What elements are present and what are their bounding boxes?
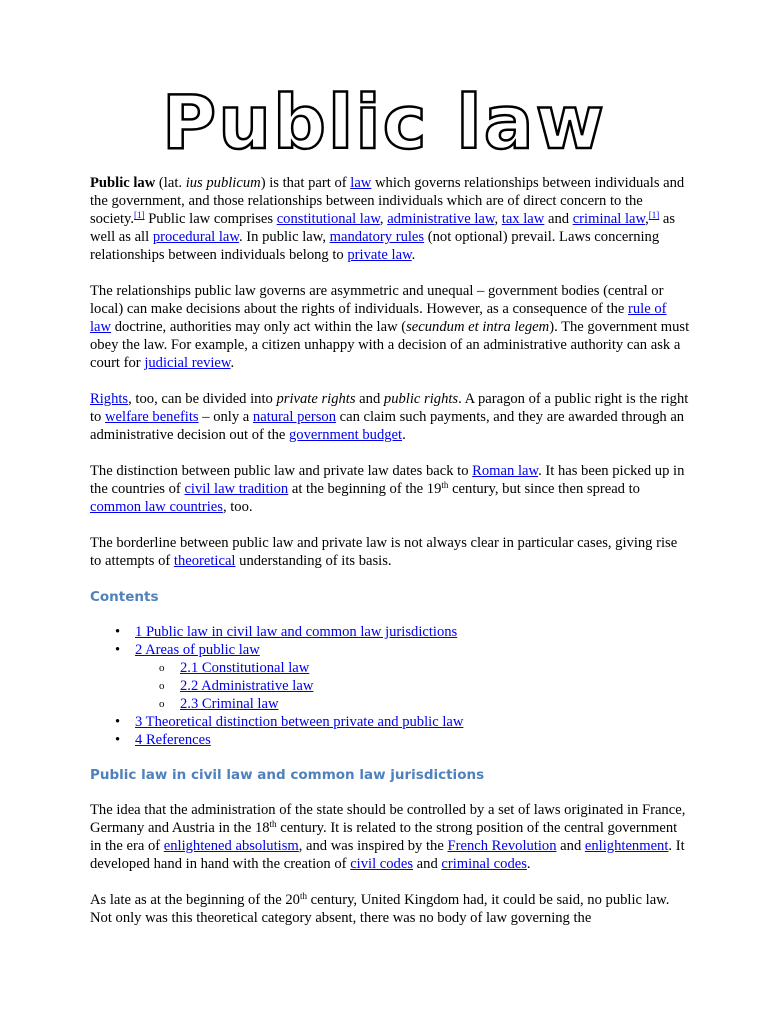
text: and [544,211,573,227]
link-criminal-law[interactable]: criminal law [572,211,646,227]
link-enlightened-absolutism[interactable]: enlightened absolutism [163,838,299,854]
text: , [645,211,649,227]
text: which governs relationships between individuals and the government, and those relationships between individuals which are of direct concern to the society. [90,175,685,227]
text: at the beginning of the 19 [288,481,442,497]
link-rule-of-law[interactable]: rule of law [90,301,667,335]
latin-term: secundum et intra legem [406,319,550,335]
toc-subitem [180,659,690,677]
superscript: th [269,819,277,829]
text: . In public law, [239,229,330,245]
section-heading: Public law in civil law and common law jurisdictions [90,767,485,783]
toc-subitem [180,677,690,695]
text: . [230,355,235,371]
link-private-law[interactable]: private law [347,247,412,263]
text: , [379,211,388,227]
link-civil-law-tradition[interactable]: civil law tradition [184,481,289,497]
link-welfare-benefits[interactable]: welfare benefits [105,409,199,425]
page-title: Public law [162,80,606,166]
text: understanding of its basis. [235,553,392,569]
contents-heading: Contents [90,589,159,605]
superscript: th [299,891,307,901]
toc-item [135,713,690,731]
text: and [556,838,585,854]
link-constitutional-law[interactable]: constitutional law [276,211,380,227]
link-tax-law[interactable]: tax law [501,211,545,227]
toc-link[interactable]: 2.1 Constitutional law [180,660,310,676]
text: . [402,427,406,443]
text: century. It is related to the strong position of the central government in the era of [90,820,678,854]
text: can claim such payments, and they are awarded through an administrative decision out of the [90,409,685,443]
toc-link[interactable]: 2.3 Criminal law [180,696,279,712]
text: , too, can be divided into [128,391,277,407]
text: The relationships public law governs are asymmetric and unequal – government bodies (central or local) can make decisions about the rights of individuals. However, as a consequence of the [90,283,664,317]
toc-item [135,641,690,713]
toc-item [135,731,690,749]
emphasis: public rights [383,391,459,407]
text: . [526,856,531,872]
borderline-paragraph [90,534,690,570]
link-criminal-codes[interactable]: criminal codes [441,856,527,872]
text: and [355,391,384,407]
toc-link[interactable]: 4 References [135,732,211,748]
text: . [411,247,416,263]
text: ) is that part of [260,175,351,191]
link-procedural-law[interactable]: procedural law [152,229,239,245]
text: . It developed hand in hand with the creation of [90,838,685,872]
article-body [90,174,690,945]
toc-link[interactable]: 2 Areas of public law [135,642,260,658]
text: . It has been picked up in the countries of [90,463,685,497]
toc-link[interactable]: 1 Public law in civil law and common law jurisdictions [135,624,458,640]
toc-sublist [135,659,690,713]
link-enlightenment[interactable]: enlightenment [584,838,669,854]
text: The distinction between public law and private law dates back to [90,463,473,479]
intro-paragraph [90,174,690,264]
citation-link[interactable]: [1] [134,210,145,220]
toc-item [135,623,690,641]
toc-link[interactable]: 2.2 Administrative law [180,678,314,694]
text: , too. [222,499,253,515]
term-bold: Public law [90,175,156,191]
superscript: th [441,480,449,490]
text: century, United Kingdom had, it could be said, no public law. Not only was this theoretical category absent, there was no body of law governing the [90,892,670,926]
link-natural-person[interactable]: natural person [252,409,336,425]
relationships-paragraph [90,282,690,372]
link-administrative-law[interactable]: administrative law [387,211,495,227]
text: , and was inspired by the [298,838,448,854]
text: The idea that the administration of the state should be controlled by a set of laws originated in France, Germany and Austria in the 18 [90,802,686,836]
history-paragraph [90,801,690,873]
latin-term: ius publicum [185,175,261,191]
text: ). The government must obey the law. For example, a citizen unhappy with a decision of an administrative authority can ask a court for [90,319,690,371]
text: as well as all [90,211,676,245]
text: (lat. [155,175,186,191]
text: The borderline between public law and private law is not always clear in particular cases, giving rise to attempts of [90,535,678,569]
link-common-law-countries[interactable]: common law countries [90,499,223,515]
link-law[interactable]: law [350,175,372,191]
text: Public law comprises [144,211,277,227]
citation-link[interactable]: [1] [648,210,660,220]
link-government-budget[interactable]: government budget [289,427,403,443]
text: century, but since then spread to [448,481,640,497]
link-civil-codes[interactable]: civil codes [350,856,414,872]
distinction-paragraph [90,462,690,516]
text: . A paragon of a public right is the right to [90,391,689,425]
toc-link[interactable]: 3 Theoretical distinction between private and public law [135,714,464,730]
text: As late as at the beginning of the 20 [90,892,300,908]
text: – only a [198,409,253,425]
text: , [494,211,502,227]
rights-paragraph [90,390,690,444]
link-mandatory-rules[interactable]: mandatory rules [329,229,425,245]
link-roman-law[interactable]: Roman law [472,463,539,479]
text: (not optional) prevail. Laws concerning relationships between individuals belong to [90,229,660,263]
link-theoretical[interactable]: theoretical [173,553,236,569]
uk-paragraph [90,891,690,927]
text: and [413,856,442,872]
text: doctrine, authorities may only act within the law ( [111,319,407,335]
link-judicial-review[interactable]: judicial review [144,355,231,371]
link-rights[interactable]: Rights [90,391,129,407]
link-french-revolution[interactable]: French Revolution [447,838,557,854]
table-of-contents [90,623,690,749]
toc-subitem [180,695,690,713]
emphasis: private rights [276,391,356,407]
